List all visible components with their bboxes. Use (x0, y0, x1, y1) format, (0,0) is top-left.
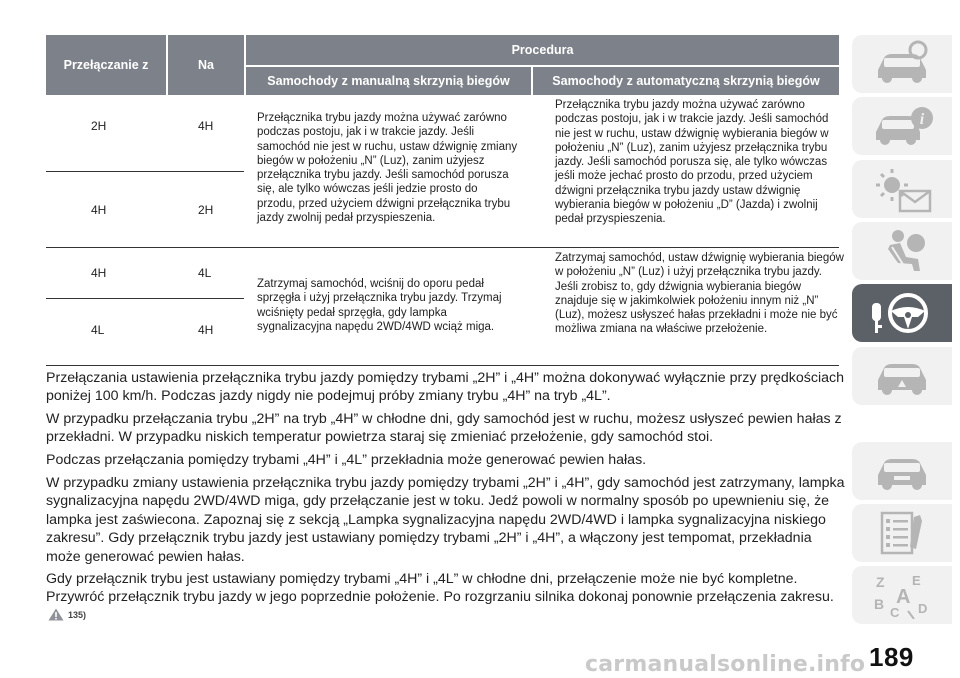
from-mode: 4L (91, 323, 105, 337)
procedure-manual: Zatrzymaj samochód, wciśnij do oporu pedał sprzęgła i użyj przełącznika trybu jazdy. Trzymaj wciśnięty pedał sprzęgła, gdy lampka sygnalizacyjna napędu 2WD/4WD wciąż miga. (257, 278, 502, 333)
tab-checklist[interactable] (852, 504, 952, 562)
car-info-icon (870, 102, 934, 150)
alphabet-index-icon (870, 571, 934, 619)
note-number: 135) (68, 609, 87, 620)
car-service-icon (870, 447, 934, 495)
header-procedure-group (246, 35, 839, 95)
tab-alphabetical-index[interactable] (852, 566, 952, 624)
procedure-table (46, 35, 844, 366)
seat-airbag-icon (870, 227, 934, 275)
tab-car-emergency[interactable] (852, 347, 952, 405)
to-mode: 4H (198, 323, 214, 337)
watermark: carmanualsonline.info (585, 652, 866, 677)
procedure-manual: Przełącznika trybu jazdy można używać zarówno podczas postoju, jak i w trakcie jazdy. Jeśli samochód nie jest w ruchu, ustaw dźwignię zmiany biegów w położeniu „N” (Luz), zanim użyjesz przełącznika trybu jazdy. Jeśli samochód porusza się, ale tylko wówczas jeśli jedzie prosto do przodu, przed użyciem dźwigni przełącznika trybu jazdy zwolnij pedał przyspieszenia. (257, 112, 518, 225)
tab-warning-lights[interactable] (852, 160, 952, 218)
tab-starting-driving[interactable] (852, 284, 952, 342)
row-divider (46, 171, 244, 172)
svg-text:i: i (919, 111, 925, 128)
chapter-sidebar (852, 0, 960, 678)
header-manual: Samochody z manualną skrzynią biegów (246, 67, 531, 95)
steering-wheel-key-icon (870, 289, 934, 337)
svg-text:E: E (912, 573, 921, 588)
body-paragraph: Gdy przełącznik trybu jest ustawiany pomiędzy trybami „4H” i „4L” w chłodne dni, przełączenie może nie być kompletne. Przywróć przełącznik trybu jazdy w jego poprzednie położenie. Po rozgrzaniu silnika dokonaj ponownie przełączenia zakresu. (46, 571, 834, 606)
car-emergency-icon (870, 352, 934, 400)
table-row-group (46, 248, 844, 366)
to-mode: 4L (198, 266, 212, 280)
table-row-group (46, 95, 839, 248)
body-paragraph: Podczas przełączania pomiędzy trybami „4H” i „4L” przekładnia może generować pewien hałas. (46, 452, 647, 468)
header-procedura: Procedura (246, 35, 839, 65)
tab-car-info[interactable] (852, 97, 952, 155)
from-mode: 4H (91, 266, 107, 280)
header-na: Na (168, 35, 244, 95)
tab-car-service[interactable] (852, 442, 952, 500)
body-paragraph: W przypadku przełączania trybu „2H” na tryb „4H” w chłodne dni, gdy samochód jest w ruchu, możesz usłyszeć pewien hałas z przekładni. W przypadku niskich temperatur powietrza staraj się zmieniać przełożenie, gdy samochód stoi. (46, 411, 842, 446)
row-divider (46, 298, 244, 299)
page-number: 189 (869, 642, 914, 672)
to-mode: 2H (198, 203, 214, 217)
header-przelaczanie: Przełączanie z (46, 35, 166, 95)
warning-triangle-icon (48, 608, 64, 621)
tab-car-dashboard[interactable] (852, 35, 952, 93)
table-header (46, 35, 839, 95)
svg-text:Z: Z (876, 574, 885, 590)
from-mode: 4H (91, 203, 107, 217)
svg-text:C: C (890, 605, 900, 619)
svg-text:D: D (918, 601, 928, 616)
to-mode: 4H (198, 119, 214, 133)
procedure-automatic: Przełącznika trybu jazdy można używać zarówno podczas postoju, jak i w trakcie jazdy. Jeśli samochód nie jest w ruchu, ustaw dźwignię wybierania biegów w położeniu „N” (Luz), zanim użyjesz przełącznika trybu jazdy. Jeśli samochód porusza się, ale tylko wówczas jeśli może jechać prosto do przodu, przed użyciem dźwigni przełącznika trybu jazdy ustaw dźwignię wybierania biegów w położeniu „D” (Jazda) i zwolnij pedał przyspieszenia. (555, 99, 829, 226)
warning-lights-icon (870, 165, 934, 213)
tab-seat-airbag[interactable] (852, 222, 952, 280)
body-paragraph: Przełączania ustawienia przełącznika trybu jazdy pomiędzy trybami „2H” i „4H” można dokonywać wyłącznie przy prędkościach poniżej 100 km/h. Podczas jazdy nigdy nie podejmuj próby zmiany trybu „4H” na tryb „4L”. (46, 370, 844, 405)
car-dashboard-icon (870, 40, 934, 88)
body-paragraph: W przypadku zmiany ustawienia przełącznika trybu jazdy pomiędzy trybami „2H” i „4H”, gdy samochód jest zatrzymany, lampka sygnalizacyjna napędu 2WD/4WD miga, gdy przełączanie jest w toku. Jedź powoli w normalny sposób po upewnieniu się, że lampka jest zaświecona. Zapoznaj się z sekcją „Lampka sygnalizacyjna napędu 2WD/4WD i lampka sygnalizacyjna niskiego zakresu”. Gdy przełącznik trybu jazdy jest ustawiany pomiędzy trybami „2H” i „4H”, a włączony jest tempomat, przekładnia może generować pewien hałas. (46, 475, 845, 565)
procedure-automatic: Zatrzymaj samochód, ustaw dźwignię wybierania biegów w położeniu „N” (Luz) i użyj przełącznika trybu jazdy. Jeśli zrobisz to, gdy dźwignia wybierania biegów znajduje się w jakimkolwiek położeniu innym niż „N” (Luz), możesz usłyszeć hałas przekładni i może nie być możliwa zmiana na właściwe przełożenie. (555, 252, 844, 336)
checklist-icon (870, 509, 934, 557)
header-automatic: Samochody z automatyczną skrzynią biegów (533, 67, 839, 95)
svg-text:A: A (896, 586, 911, 608)
svg-text:B: B (874, 596, 885, 612)
note-reference[interactable] (48, 608, 86, 621)
from-mode: 2H (91, 119, 107, 133)
